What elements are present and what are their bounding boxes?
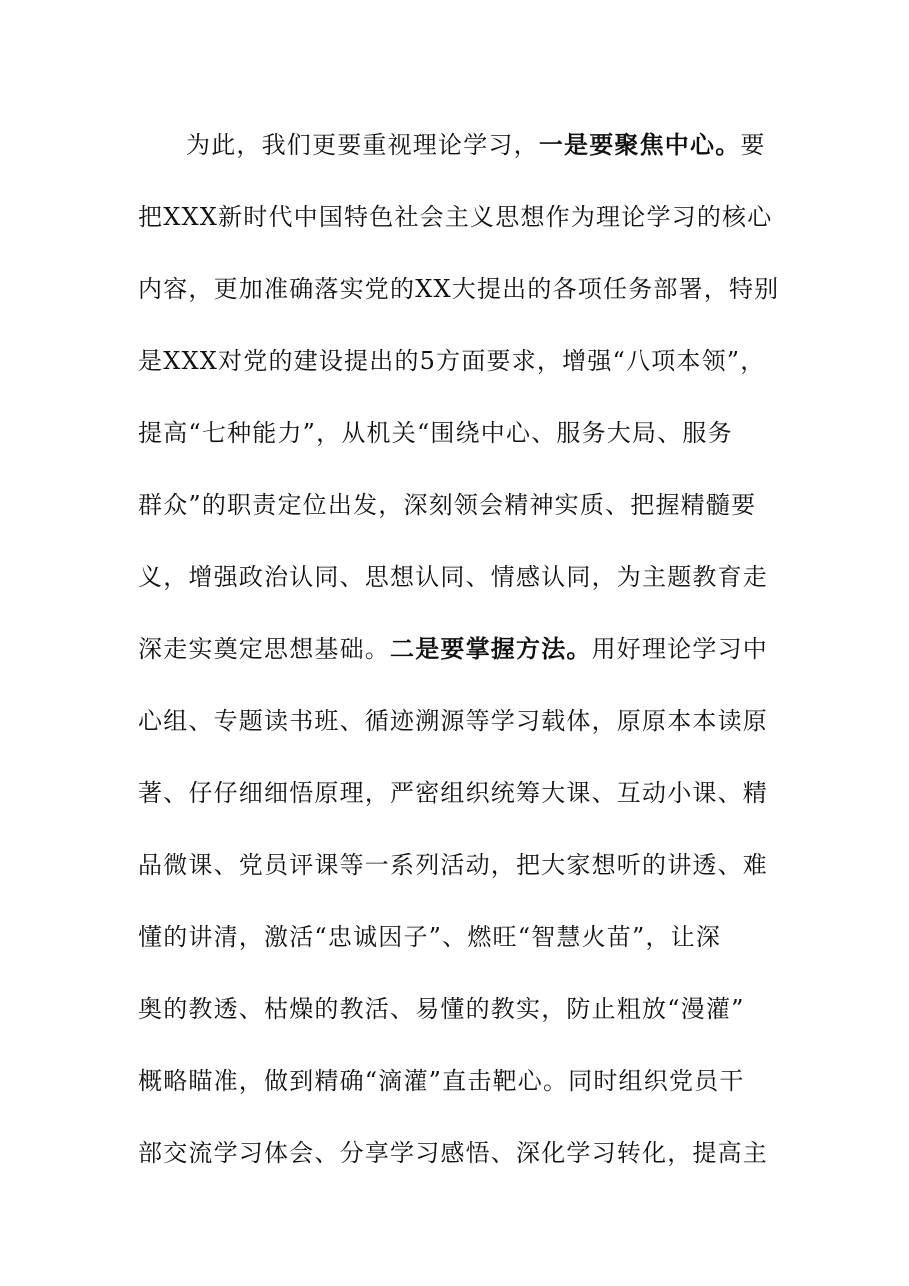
paragraph-line-5 (138, 413, 778, 453)
line-text: 概略瞄准，做到精确“滴灌”直击靶心。同时组织党员干 (138, 1067, 745, 1095)
line-text: 内容，更加准确落实党的XX大提出的各项任务部署，特别 (138, 275, 780, 303)
line-text: 提高“七种能力”，从机关“围绕中心、服务大局、服务 (138, 419, 733, 447)
paragraph-line-2 (138, 197, 778, 237)
line-text: 把XXX新时代中国特色社会主义思想作为理论学习的核心 (138, 203, 773, 231)
paragraph-line-6 (138, 485, 778, 525)
line-text: 用好理论学习中 (591, 635, 769, 663)
paragraph-line-12 (138, 917, 778, 957)
paragraph-line-11 (138, 845, 778, 885)
paragraph-line-9 (138, 701, 778, 741)
paragraph-line-3 (138, 269, 778, 309)
line-text: 义，增强政治认同、思想认同、情感认同，为主题教育走 (138, 563, 768, 591)
line-text: 是XXX对党的建设提出的5方面要求，增强“八项本领”， (138, 347, 766, 375)
line-text: 心组、专题读书班、循迹溯源等学习载体，原原本本读原 (138, 707, 768, 735)
paragraph-line-8 (138, 629, 778, 669)
paragraph-line-15 (138, 1133, 778, 1173)
line-text: 懂的讲清，激活“忠诚因子”、燃旺“智慧火苗”，让深 (138, 923, 722, 951)
line-text: 群众”的职责定位出发，深刻领会精神实质、把握精髓要 (138, 491, 757, 519)
bold-heading-focus-center: 一是要聚焦中心。 (538, 131, 741, 159)
line-text: 品微课、党员评课等一系列活动，把大家想听的讲透、难 (138, 851, 768, 879)
line-text: 深走实奠定思想基础。 (138, 635, 390, 663)
line-text: 部交流学习体会、分享学习感悟、深化学习转化，提高主 (138, 1139, 768, 1167)
paragraph-line-1 (186, 125, 826, 165)
line-text: 为此，我们更要重视理论学习， (186, 131, 539, 159)
line-text: 奥的教透、枯燥的教活、易懂的教实，防止粗放“漫灌” (138, 995, 745, 1023)
line-text: 要 (740, 131, 766, 159)
paragraph-line-10 (138, 773, 778, 813)
paragraph-line-7 (138, 557, 778, 597)
line-text: 著、仔仔细细悟原理，严密组织统筹大课、互动小课、精 (138, 779, 768, 807)
bold-heading-master-methods: 二是要掌握方法。 (390, 635, 592, 663)
paragraph-line-13 (138, 989, 778, 1029)
paragraph-line-4 (138, 341, 778, 381)
paragraph-line-14 (138, 1061, 778, 1101)
